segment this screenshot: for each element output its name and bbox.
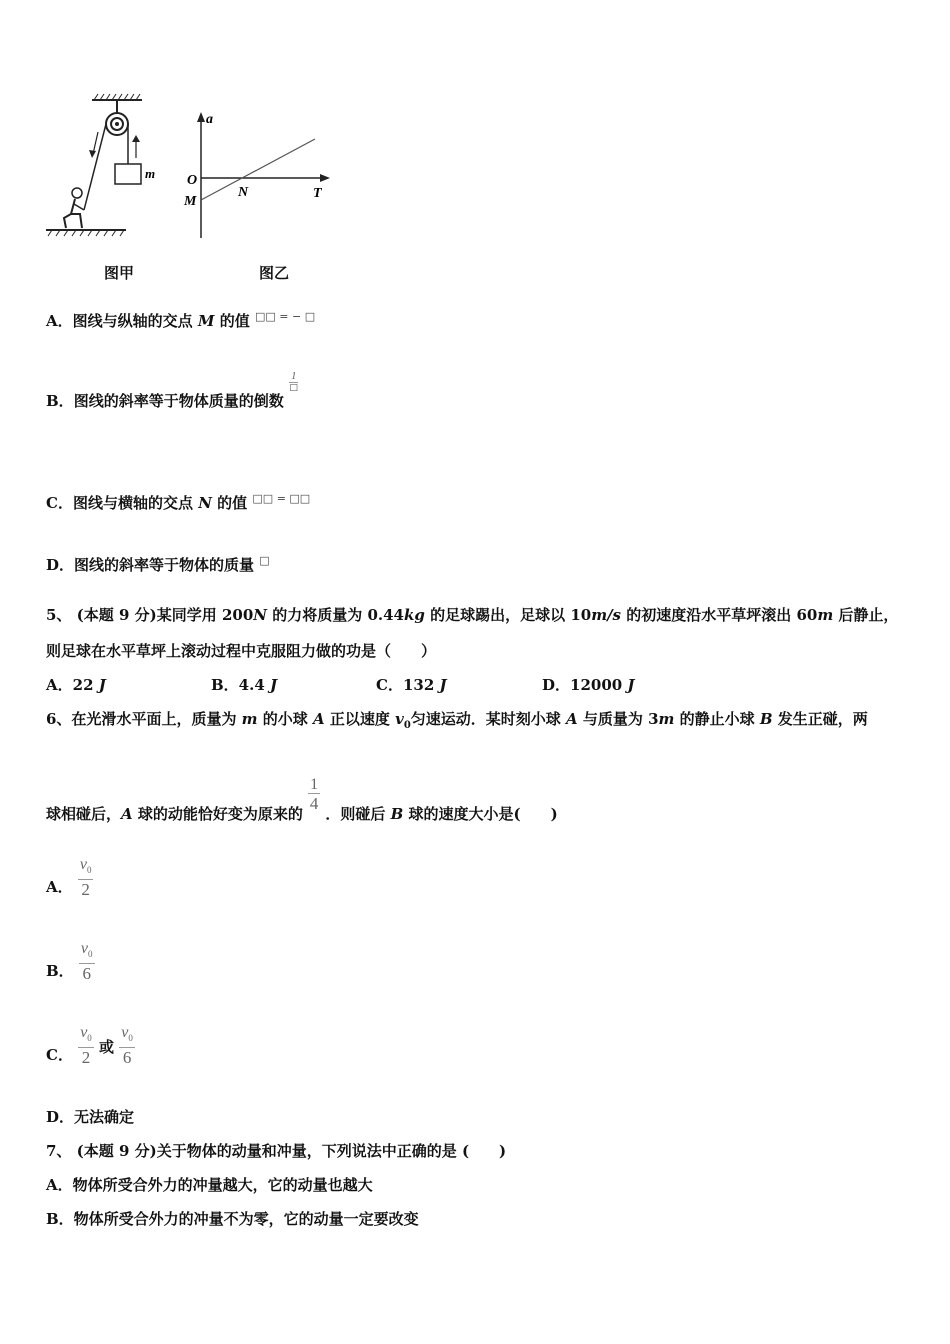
q4-option-a: A．图线与纵轴的交点 M 的值 □□ = − □ [46,310,316,330]
caption-jia: 图甲 [104,264,135,282]
q4-option-d: D．图线的斜率等于物体的质量 □ [46,554,270,574]
origin-label: O [187,173,198,188]
fraction-v0-over-2: $\frac{v_0}{2}$ [80,1024,92,1068]
formula-image: □□ = − □ [254,310,316,323]
q6-option-c: C． $\frac{v_0}{2}$ 或 $\frac{v_0}{6}$ [46,1024,133,1068]
fraction-v0-over-6: $\frac{v_0}{6}$ [80,940,93,984]
q7-option-b: B．物体所受合外力的冲量不为零，它的动量一定要改变 [46,1210,419,1228]
q6-option-a: A． $\frac{v_0}{2}$ [46,856,92,900]
fraction-v0-over-2: $\frac{v_0}{2}$ [79,856,92,900]
fraction-v0-over-6: $\frac{v_0}{6}$ [121,1024,133,1068]
q4-option-b: B．图线的斜率等于物体质量的倒数 $\frac{1}{□}$ [46,370,298,410]
figure-jia [40,92,170,242]
q5-stem-line2: 则足球在水平草坪上滚动过程中克服阻力做的功是（ ） [46,642,437,660]
point-n-label: N [238,185,249,200]
q6-stem-line1: 6、在光滑水平面上，质量为 m 的小球 A 正以速度 $v_0$匀速运动．某时刻小球 A 与质量为 3m 的静止小球 B 发生正碰，两 [46,710,868,731]
q6-option-b: B． $\frac{v_0}{6}$ [46,940,93,984]
formula-image: □ [259,554,270,567]
mass-block [115,164,141,184]
q7-stem: 7、 (本题 9 分)关于物体的动量和冲量，下列说法中正确的是 ( ) [46,1142,507,1160]
fraction-1-over-m: $\frac{1}{□}$ [289,370,298,393]
q6-option-d: D．无法确定 [46,1108,135,1126]
q6-stem-line2: 球相碰后，A 球的动能恰好变为原来的 $\frac{1}{4}$ ．则碰后 B 球的速度大小是( ) [46,776,558,823]
point-m-label: M [184,194,197,209]
x-axis-label: T [313,186,322,201]
mass-label: m [145,166,156,181]
q5-option-b: B．4.4 J [211,676,278,694]
q5-option-c: C．132 J [376,676,447,694]
q7-option-a: A．物体所受合外力的冲量越大，它的动量也越大 [46,1176,373,1194]
q4-option-c: C．图线与横轴的交点 N 的值 □□ = □□ [46,492,311,512]
fraction-one-quarter: $\frac{1}{4}$ [309,776,319,813]
q5-option-a: A．22 J [46,676,106,694]
q5-option-d: D．12000 J [542,676,635,694]
caption-yi: 图乙 [259,264,290,282]
formula-image: □□ = □□ [252,492,311,505]
y-axis-label: a [206,112,213,127]
figure-yi [180,104,340,244]
q5-stem-line1: 5、 (本题 9 分)某同学用 200N 的力将质量为 0.44kg 的足球踢出，足球以 10m/s 的初速度沿水平草坪滚出 60m 后静止， [46,606,899,624]
